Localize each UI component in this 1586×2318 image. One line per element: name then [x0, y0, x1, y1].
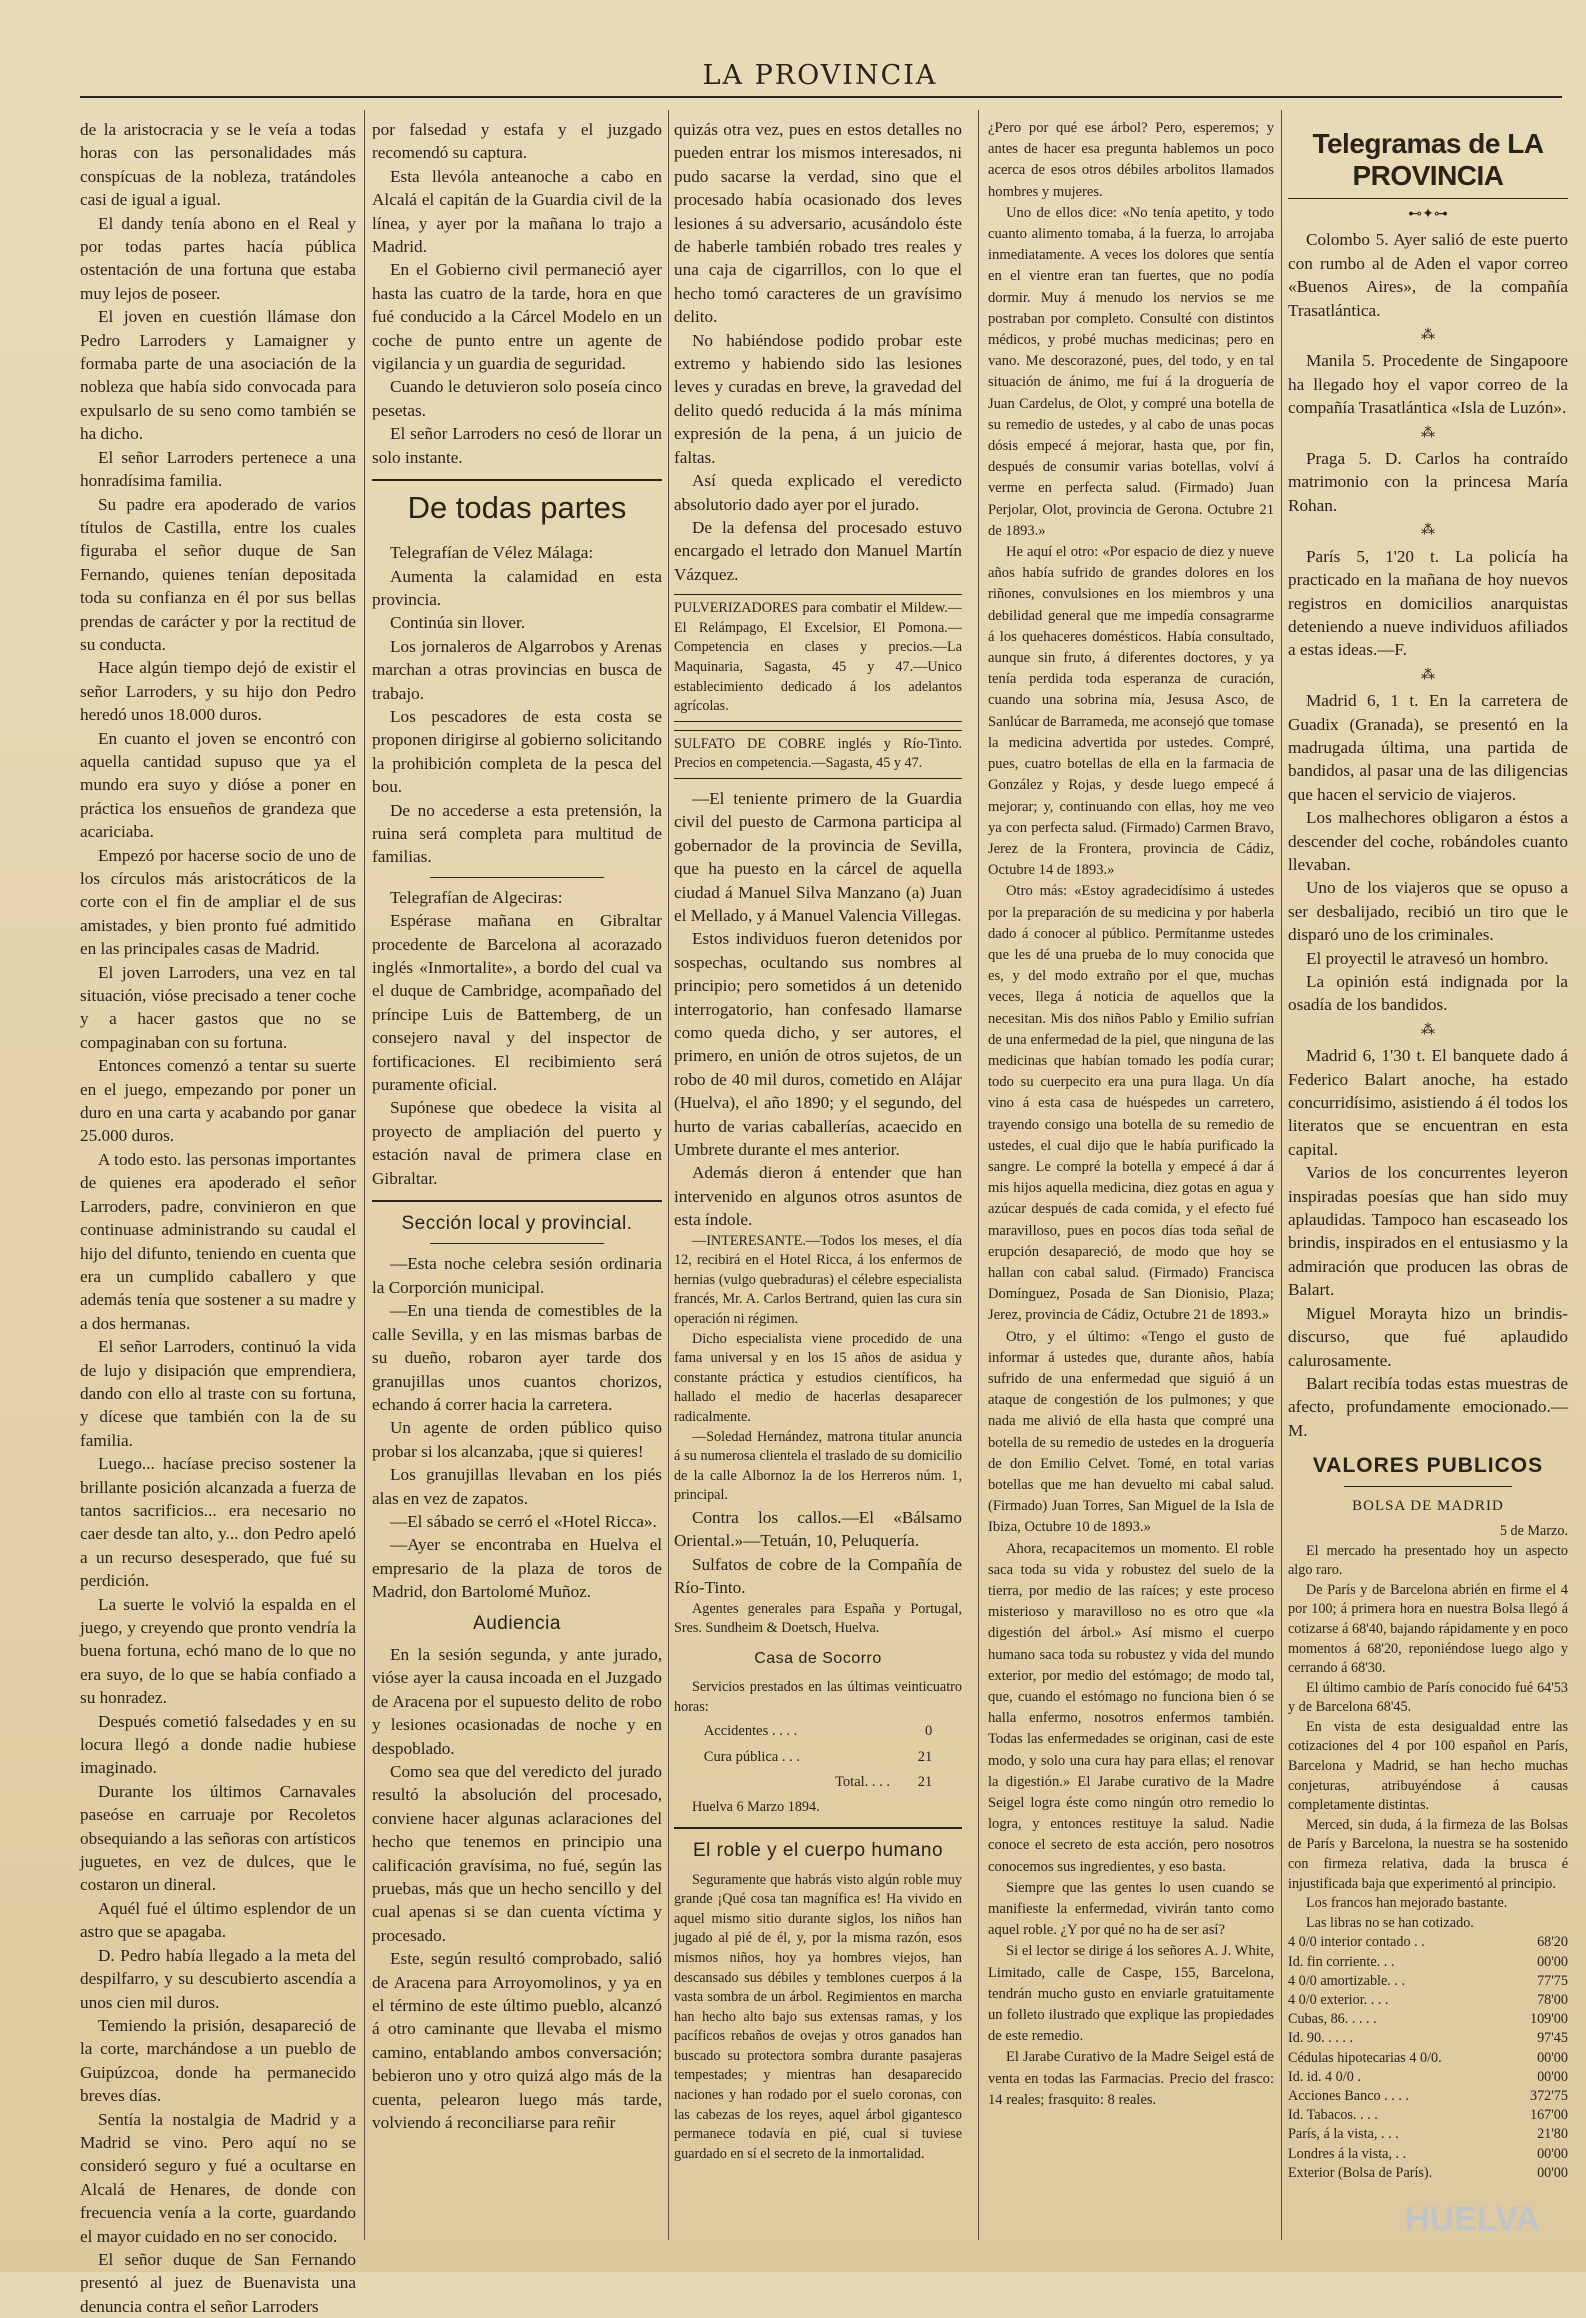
paragraph: Madrid 6, 1'30 t. El banquete dado á Federico Balart anoche, ha estado concurridísimo, asistiendo á él todos los literatos que se encuentran en esta capital.: [1288, 1046, 1568, 1159]
paragraph: Si el lector se dirige á los señores A. J. White, Limitado, calle de Caspe, 155, Barcelona, tendrán mucho gusto en enviarle gratuitamente un folleto ilustrado que explique las propiedades de este remedio.: [988, 1943, 1274, 2045]
table-cell: 167'00: [1529, 2107, 1568, 2124]
paragraph: Varios de los concurrentes leyeron inspiradas poesías que han sido muy aplaudidas. Tampoco han escaseado los brindis, inspirados en el entusiasmo y la admiración que producen las obras de Balart.: [1288, 1163, 1568, 1300]
paragraph: Un agente de orden público quiso probar si los alcanzaba, ¡que si quieres!: [372, 1418, 662, 1461]
advertisement-pulverizadores: [674, 594, 962, 722]
paragraph: Supónese que obedece la visita al proyecto de ampliación del puerto y estación naval de primera clase en Gibraltar.: [372, 1098, 662, 1188]
paragraph: Hace algún tiempo dejó de existir el señor Larroders, y su hijo don Pedro heredó unos 18.000 duros.: [80, 658, 356, 725]
paragraph: Los granujillas llevaban en los piés alas en vez de zapatos.: [372, 1465, 662, 1508]
bolsa-title: BOLSA DE MADRID: [1352, 1497, 1504, 1514]
table-cell: 372'75: [1529, 2088, 1568, 2105]
paragraph: Otro, y el último: «Tengo el gusto de informar á ustedes que, durante años, había sufrido de una enfermedad que siguió á un ataque de congestión de los pulmones; y que nada me alivió de ella hasta que compré una botella de su remedio de ustedes en la droguería de don Emilio Celvet. Tomé, en total varias botellas que me han devuelto mi cabal salud. (Firmado) Juan Torres, San Miguel de la Isla de Ibiza, Octubre 10 de 1893.»: [988, 1328, 1274, 1536]
paragraph: Merced, sin duda, á la firmeza de las Bolsas de París y Barcelona, la nuestra se ha sostenido con firmeza relativa, dada la brusca é injustificada baja que experimentó al principio.: [1288, 1816, 1568, 1892]
paragraph: En el Gobierno civil permaneció ayer hasta las cuatro de la tarde, hora en que fué conducido a la Cárcel Modelo en un coche de punto entre un agente de vigilancia y un guardia de seguridad.: [372, 260, 662, 374]
table-cell: 68'20: [1537, 1934, 1568, 1951]
paragraph: —El sábado se cerró el «Hotel Ricca».: [390, 1511, 657, 1531]
paragraph: —Ayer se encontraba en Huelva el empresario de la plaza de toros de Madrid, don Bartolomé Muñoz.: [372, 1535, 662, 1602]
casa-socorro-title: Casa de Socorro: [754, 1649, 882, 1667]
table-cell: Id. fin corriente. . .: [1288, 1953, 1395, 1970]
paragraph: —Soledad Hernández, matrona titular anuncia á su numerosa clientela el traslado de su domicilio de la calle Albornoz la de los Herreros núm. 1, principal.: [674, 1428, 962, 1504]
paragraph: —El teniente primero de la Guardia civil del puesto de Carmona participa al gobernador de la provincia de Sevilla, que ha puesto en la cárcel de aquella ciudad á Manuel Silva Manzano (a) Juan el Mellado, y á Manuel Valencia Villegas.: [674, 788, 962, 925]
asterism-icon: ⁂: [1421, 328, 1435, 344]
table-cell: Exterior (Bolsa de París).: [1288, 2164, 1433, 2181]
paragraph: Balart recibía todas estas muestras de afecto, profundamente emocionado.—M.: [1288, 1373, 1568, 1440]
paragraph: Temiendo la prisión, desapareció de la corte, marchándose a un pueblo de Guipúzcoa, donde ha permanecido breves días.: [80, 2015, 356, 2106]
asterism-icon: ⁂: [1421, 1022, 1435, 1038]
paragraph: Cuando le detuvieron solo poseía cinco pesetas.: [372, 377, 662, 420]
table-row: [703, 1745, 933, 1770]
table-cell: 00'00: [1537, 2049, 1568, 2066]
casa-socorro-subtitle: Servicios prestados en las últimas veinticuatro horas:: [674, 1679, 962, 1715]
ad-text: SULFATO DE COBRE inglés y Río-Tinto. Precios en competencia.—Sagasta, 45 y 47.: [674, 735, 962, 772]
table-row: [1288, 2145, 1568, 2164]
table-cell: Cubas, 86. . . . .: [1288, 2011, 1377, 2028]
paragraph: Colombo 5. Ayer salió de este puerto con rumbo al de Aden el vapor correo «Buenos Aires», de la compañía Trasatlántica.: [1288, 230, 1568, 320]
table-cell: 21: [917, 1748, 933, 1765]
table-row: [1288, 1991, 1568, 2010]
separator: [430, 877, 604, 878]
paragraph: Los pescadores de esta costa se proponen dirigirse al gobierno solicitando la prohibición completa de la pesca del bou.: [372, 706, 662, 797]
paragraph: El señor Larroders, continuó la vida de lujo y disipación que emprendiera, dando con ello al traste con su fortuna, y dícese que también con la de su familia.: [80, 1337, 356, 1450]
paragraph: —INTERESANTE.—Todos los meses, el día 12, recibirá en el Hotel Ricca, á los enfermos de hernias (vulgo quebraduras) el célebre especialista francés, Mr. A. Carlos Bertrand, quien las cura sin operación ni régimen.: [674, 1232, 962, 1327]
paragraph: Esta llevóla anteanoche a cabo en Alcalá el capitán de la Guardia civil de la línea, y ayer por la mañana lo trajo a Madrid.: [372, 166, 662, 257]
paragraph: Los francos han mejorado bastante.: [1306, 1895, 1508, 1912]
paragraph: —En una tienda de comestibles de la calle Sevilla, y en las mismas barbas de su dueño, robaron ayer tarde dos granujillas unos cuantos chorizos, echando á correr hacia la carretera.: [372, 1301, 662, 1414]
paragraph: En vista de esta desigualdad entre las cotizaciones del 4 por 100 español en París, Barcelona y Madrid, se han hecho muchas conjeturas, atribuyéndose á causas completamente distintas.: [1288, 1718, 1568, 1814]
table-row: [1288, 2049, 1568, 2068]
column-divider: [364, 110, 365, 2240]
table-cell: 97'45: [1537, 2030, 1568, 2047]
paragraph: En la sesión segunda, y ante jurado, vióse ayer la causa incoada en el Juzgado de Aracena por el supuesto delito de robo y lesiones ocasionadas de noche y en despoblado.: [372, 1644, 662, 1758]
paragraph: por falsedad y estafa y el juzgado recomendó su captura.: [372, 120, 662, 163]
table-row: [1288, 2068, 1568, 2087]
paragraph: Después cometió falsedades y en su locura llegó a donde nadie hubiese imaginado.: [80, 1711, 356, 1778]
paragraph: Uno de ellos dice: «No tenía apetito, y todo cuanto alimento tomaba, á la fuerza, lo arrojaba inmediatamente. A veces los dolores que sentía en el vientre eran tan fuertes, que no podía dormir. Muy á menudo los nervios se me postraban por completo. Consulté con distintos médicos, y probé muchas medicinas; pero en vano. Me descorazoné, pues, del todo, y en tal situación de ánimo, me fuí á la droguería de Juan Cardelus, de Olot, y compré una botella de su remedio de ustedes, y al cabo de unas pocas dósis empecé á mejorar, hasta que, por fin, después de consumir varias botellas, volví á verme en perfecta salud. (Firmado) Juan Perjolar, Olot, provincia de Gerona. Octubre 21 de 1893.»: [988, 204, 1274, 539]
paragraph: París 5, 1'20 t. La policía ha practicado en la mañana de hoy nuevos registros en domicilios anarquistas deteniendo a nueve individuos afiliados a estas ideas.—F.: [1288, 546, 1568, 660]
paragraph: Telegrafían de Vélez Málaga:: [390, 543, 594, 563]
asterism-icon: ⁂: [1421, 523, 1435, 539]
paragraph: Ahora, recapacitemos un momento. El roble saca toda su vida y robustez del suelo de la tierra, por medio de las raíces; y este proceso misterioso y maravilloso no es otro que «la digestión del árbol.» Así mismo el cuerpo humano saca toda su robustez y vida del mundo exterior, por medio del estómago; de modo tal, que, cuando el estómago no funciona bien ó se halla enfermo, nosotros enfermos también. Todas las enfermedades se originan, casi de este modo, y solo una cura hay para ellas; el renovar la digestión.» El Jarabe curativo de la Madre Seigel logra éste como ningún otro remedio lo logra, y entonces restituye la salud. Nadie conoce el secreto de esta acción, pero nosotros conocemos sus ingredientes, y eso basta.: [988, 1540, 1274, 1875]
table-cell: 21'80: [1537, 2126, 1568, 2143]
paragraph: El señor Larroders pertenece a una honradísima familia.: [80, 447, 356, 491]
column-5: [1288, 118, 1568, 2258]
paragraph: —Esta noche celebra sesión ordinaria la Corporción municipal.: [372, 1254, 662, 1297]
table-cell: 00'00: [1537, 1953, 1568, 1970]
table-cell: Cura pública . . .: [703, 1748, 801, 1765]
paragraph: Así queda explicado el veredicto absolutorio dado ayer por el jurado.: [674, 471, 962, 514]
paragraph: Telegrafían de Algeciras:: [390, 887, 563, 907]
section-title-audiencia: Audiencia: [473, 1612, 561, 1634]
ad-text: PULVERIZADORES para combatir el Mildew.—El Relámpago, El Excelsior, El Pomona.—Competencia en clases y precios.—La Maquinaria, Sagasta, 45 y 47.—Unico establecimiento dedicado á los adelantos agrícolas.: [674, 600, 962, 715]
table-cell: Londres á la vista, . .: [1288, 2145, 1407, 2162]
table-cell: Total. . . .: [835, 1774, 891, 1791]
section-rule: [674, 1827, 962, 1829]
paragraph: De la defensa del procesado estuvo encargado el letrado don Manuel Martín Vázquez.: [674, 517, 962, 584]
paragraph: Miguel Morayta hizo un brindis-discurso, que fué aplaudido calurosamente.: [1288, 1303, 1568, 1370]
separator: [430, 1243, 604, 1244]
table-cell: 00'00: [1537, 2145, 1568, 2162]
table-cell: 4 0/0 interior contado . .: [1288, 1934, 1425, 1951]
casa-socorro-table: [703, 1719, 933, 1795]
ornament-icon: ⊷✦⊶: [1408, 207, 1448, 222]
section-title-de-todas-partes: De todas partes: [407, 490, 627, 526]
bolsa-date: 5 de Marzo.: [1499, 1522, 1568, 1539]
column-1: [80, 118, 356, 2316]
paragraph: A todo esto. las personas importantes de quienes era apoderado el señor Larroders, padre, convinieron en que continuase administrando su caudal el hijo del difunto, teniendo en cuenta que era un cumplido caballero y que además tenía que sostener a su madre y a dos hermanas.: [80, 1149, 356, 1333]
column-4: [988, 118, 1274, 2258]
paragraph: Los jornaleros de Algarrobos y Arenas marchan a otras provincias en busca de trabajo.: [372, 636, 662, 703]
section-rule: [372, 1200, 662, 1202]
paragraph: Sentía la nostalgia de Madrid y a Madrid se vino. Pero aquí no se consideró seguro y fué a ocultarse en Alcalá de Henares, de donde con frecuencia venía a la corte, guardando el mayor cuidado en no ser conocido.: [80, 2109, 356, 2246]
table-row: [1288, 2164, 1568, 2183]
paragraph: La suerte le volvió la espalda en el juego, y creyendo que pronto vendría la buena fortuna, echó mano de lo que no era suyo, de lo que se había confiado a su honradez.: [80, 1594, 356, 1708]
table-cell: 4 0/0 exterior. . . .: [1288, 1992, 1389, 2009]
table-row: [1288, 1933, 1568, 1952]
paragraph: Dicho especialista viene procedido de una fama universal y en los 15 años de asidua y constante práctica y estudios científicos, ha hallado el medio de hacerlas desaparecer radicalmente.: [674, 1330, 962, 1425]
table-cell: Accidentes . . . .: [703, 1723, 798, 1740]
paragraph: Este, según resultó comprobado, salió de Aracena para Arroyomolinos, y ya en el término de este último pueblo, alcanzó á otro caminante que llevaba el mismo camino, entablando ambos conversación; bebieron uno y otro quizá algo más de la cuenta, pelearon luego más tarde, volviendo á reconciliarse para reñir: [372, 1949, 662, 2133]
paragraph: La opinión está indignada por la osadía de los bandidos.: [1288, 972, 1568, 1015]
paragraph: De París y de Barcelona abrién en firme el 4 por 100; á primera hora en nuestra Bolsa llegó á cotizarse á 68'40, bajando rápidamente y en poco momentos á 68'20, reponiéndose luego algo y cerrando á 68'30.: [1288, 1581, 1568, 1677]
table-cell: Cédulas hipotecarias 4 0/0.: [1288, 2049, 1442, 2066]
column-divider: [1281, 110, 1282, 2240]
separator: [1344, 1486, 1512, 1487]
paragraph: No habiéndose podido probar este extremo y habiendo sido las lesiones leves y curadas en breve, la gravedad del delito quedó reducida á la más mínima expresión de la pena, á un juicio de faltas.: [674, 330, 962, 467]
section-rule: [372, 479, 662, 481]
column-divider: [978, 110, 979, 2240]
table-cell: 109'00: [1529, 2011, 1568, 2028]
paragraph: Aumenta la calamidad en esta provincia.: [372, 566, 662, 609]
table-row: [1288, 2125, 1568, 2144]
table-row: [1288, 2010, 1568, 2029]
paragraph: Aquél fué el último esplendor de un astro que se apagaba.: [80, 1898, 356, 1942]
table-row: [1288, 2029, 1568, 2048]
archive-watermark: HUELVA: [1405, 2200, 1540, 2238]
table-cell: París, á la vista, . . .: [1288, 2126, 1399, 2143]
table-cell: 21: [917, 1774, 933, 1791]
valores-title: VALORES PUBLICOS: [1312, 1454, 1544, 1478]
table-cell: Id. id. 4 0/0 .: [1288, 2068, 1361, 2085]
paragraph: Seguramente que habrás visto algún roble muy grande ¡Qué cosa tan magnífica es! Ha vivido en aquel mismo sitio durante siglos, los niños han jugado al pié de él, y, por la misma razón, esos mismos niños, hoy ya hombres viejos, han descansado sus débiles y temblones cuerpos á la vasta sombra de un árbol. Regimientos en marcha han hecho alto bajo sus extensas ramas, y los pacíficos rebaños de ovejas y otros ganados han buscado su protectora sombra durante pasajeras tempestades; y mientras han desaparecido naciones y han rodado por el suelo coronas, con las cabezas de los reyes, aquel árbol gigantesco permanece todavía en pié, cual si tuviese guardado en sí el secreto de la inmortalidad.: [674, 1871, 962, 2162]
paragraph: Continúa sin llover.: [390, 613, 526, 633]
column-3: [674, 118, 962, 2258]
paragraph: Madrid 6, 1 t. En la carretera de Guadix (Granada), se presentó en la madrugada última, una partida de bandidos, al pasar una de las diligencias que hacen el servicio de viajeros.: [1288, 691, 1568, 804]
paragraph: Las libras no se han cotizado.: [1306, 1914, 1474, 1931]
paragraph: El señor Larroders no cesó de llorar un solo instante.: [372, 424, 662, 467]
paragraph: El proyectil le atravesó un hombro.: [1306, 948, 1549, 968]
paragraph: Entonces comenzó a tentar su suerte en el juego, empezando por poner un duro en una carta y acabando por ganar 25.000 duros.: [80, 1056, 356, 1146]
table-cell: 00'00: [1537, 2164, 1568, 2181]
paragraph: Uno de los viajeros que se opuso a ser desbalijado, recibió un tiro que le disparó uno de los criminales.: [1288, 878, 1568, 945]
column-divider: [668, 110, 669, 2240]
paragraph: Manila 5. Procedente de Singapoore ha llegado hoy el vapor correo de la compañía Trasatlántica «Isla de Luzón».: [1288, 351, 1568, 418]
paragraph: El señor duque de San Fernando presentó al juez de Buenavista una denuncia contra el señor Larroders: [80, 2249, 356, 2316]
notices: [674, 1232, 962, 1506]
paragraph: El joven en cuestión llámase don Pedro Larroders y Lamaigner y formaba parte de una asociación de la nobleza que había sido convocada para expulsarlo de su seno como también se ha dicho.: [80, 307, 356, 444]
paragraph: quizás otra vez, pues en estos detalles no pueden entrar los mismos interesados, ni pudo sacarse la verdad, sino que el procesado había ocasionado dos leves lesiones á su adversario, acusándolo éste de haberle también robado tres reales y una caja de cigarrillos, con lo que el hecho tomó caracteres de un gravísimo delito.: [674, 120, 962, 327]
paragraph: El último cambio de París conocido fué 64'53 y de Barcelona 68'45.: [1288, 1679, 1568, 1716]
bolsa-report: [1288, 1542, 1568, 1934]
paragraph: Además dieron á entender que han intervenido en algunos otros asuntos de esta índole.: [674, 1163, 962, 1230]
column-2: [372, 118, 662, 2258]
section-title-local: Sección local y provincial.: [401, 1213, 633, 1235]
paragraph: ¿Pero por qué ese árbol? Pero, esperemos; y antes de hacer esa pregunta hablemos un poco acerca de esos otros débiles arbolitos llamados hombres y mujeres.: [988, 120, 1274, 200]
masthead: LA PROVINCIA: [702, 60, 938, 91]
quotes-table: [1288, 1933, 1568, 2183]
paragraph: Siempre que las gentes lo usen cuando se manifieste la enfermedad, vivirán tanto como aquel roble. ¿Y por qué no ha de ser así?: [988, 1879, 1274, 1939]
telegram-title: Telegramas de LA PROVINCIA: [1288, 128, 1568, 199]
paragraph: Los malhechores obligaron a éstos a descender del coche, robándoles cuanto llevaban.: [1288, 808, 1568, 874]
paragraph: Estos individuos fueron detenidos por sospechas, ocultando sus nombres al principio; pero sometidos á un detenido interrogatorio, han confesado llamarse como queda dicho, y ser autores, el primero, en unión de otros sujetos, de un robo de 40 mil duros, cometido en Alájar (Huelva), el año 1890; y el segundo, del hurto de varias caballerías, acaecido en Umbrete durante el mes anterior.: [674, 929, 962, 1159]
asterism-icon: ⁂: [1421, 425, 1435, 441]
table-row: [1288, 2106, 1568, 2125]
paragraph: El joven Larroders, una vez en tal situación, vióse precisado a tener coche y a hacer gastos que no se compaginaban con su fortuna.: [80, 962, 356, 1052]
paragraph: Praga 5. D. Carlos ha contraído matrimonio con la princesa María Rohan.: [1288, 449, 1568, 515]
table-cell: Id. Tabacos. . . .: [1288, 2107, 1378, 2124]
table-cell: 00'00: [1537, 2068, 1568, 2085]
table-row: [703, 1770, 933, 1795]
paragraph: Durante los últimos Carnavales paseóse en carruaje por Recoletos obsequiando a las señoras con artísticos juguetes, en vez de dulces, que le costaron un dineral.: [80, 1781, 356, 1895]
table-cell: 4 0/0 amortizable. . .: [1288, 1972, 1406, 1989]
ad-agentes: Agentes generales para España y Portugal, Sres. Sundheim & Doetsch, Huelva.: [674, 1600, 962, 1637]
paragraph: El dandy tenía abono en el Real y por todas partes hacía pública ostentación de una fortuna que estaba muy lejos de poseer.: [80, 213, 356, 303]
paragraph: Espérase mañana en Gibraltar procedente de Barcelona al acorazado inglés «Inmortalite», a bordo del cual va el duque de Cambridge, acompañado del príncipe Luis de Battemberg, de un consejero naval y del inspector de fortificaciones. El recibimiento será puramente oficial.: [372, 911, 662, 1095]
table-row: [1288, 1972, 1568, 1991]
paragraph: En cuanto el joven se encontró con aquella cantidad supuso que ya el mundo era suyo y dióse a poner en práctica los ensueños de grandeza que acariciaba.: [80, 728, 356, 842]
paragraph: El Jarabe Curativo de la Madre Seigel está de venta en todas las Farmacias. Precio del frasco: 14 reales; frasquito: 8 reales.: [988, 2049, 1274, 2108]
table-cell: 0: [924, 1723, 933, 1740]
paragraph: D. Pedro había llegado a la meta del despilfarro, y su descubierto ascendía a unos cien mil duros.: [80, 1945, 356, 2012]
ad-callos: Contra los callos.—El «Bálsamo Oriental.»—Tetuán, 10, Peluquería.: [674, 1507, 962, 1551]
paragraph: Luego... hacíase preciso sostener la brillante posición alcanzada a fuerza de tantos sacrificios... era necesario no caer desde tan alto, y... don Pedro apeló a un recurso desesperado, que fué su perdición.: [80, 1454, 356, 1591]
paragraph: Otro más: «Estoy agradecidísimo á ustedes por la preparación de su medicina y por haberla dado á conocer al público. Permítanme ustedes que les dé una prueba de lo muy conocida que es, y del modo extraño por el que, muchas veces, llega á noticia de aquellos que la necesitan. Mis dos niños Pablo y Emilio sufrían de una enfermedad de la piel, que ninguna de las medicinas que habían tomado les podía curar; todo su cuerpecito era una pura llaga. Un día vino á esta casa de huéspedes un carretero, trayendo consigo una botella de su remedio de ustedes, el cual dijo que le había purificado la sangre. Le compré la botella y empecé á dar á mis hijos aquella medicina, diez gotas en agua y azúcar después de cada comida, y el efecto fué maravilloso, pues en pocos días toda señal de erupción desapareció, de modo que hoy se hallan con cabal salud. (Firmado) Francisca Domínguez, Posada de San Dionisio, Plaza; Jerez, provincia de Cádiz, Octubre 21 de 1893.»: [988, 883, 1274, 1324]
paragraph: Como sea que del veredicto del jurado resultó la absolución del procesado, conviene hacer algunas aclaraciones del hecho que tenemos en principio una calificación gravísima, no fué, según las pruebas, más que un hecho sencillo y del cual apenas si se dan cuenta víctima y procesado.: [372, 1762, 662, 1945]
table-row: [703, 1719, 933, 1744]
ad-sulfatos: Sulfatos de cobre de la Compañía de Río-Tinto.: [674, 1554, 962, 1598]
paragraph: Su padre era apoderado de varios títulos de Castilla, entre los cuales figuraba el señor duque de San Fernando, quienes tenían depositada toda su confianza en él por sus bellas prendas de carácter y por la rectitud de su conducta.: [80, 494, 356, 654]
section-title-roble: El roble y el cuerpo humano: [692, 1840, 944, 1862]
paragraph: Empezó por hacerse socio de uno de los círculos más aristocráticos de la corte con el fin de ampliar el de sus amistades, y bien pronto fué admitido en las principales casas de Madrid.: [80, 845, 356, 959]
table-cell: Acciones Banco . . . .: [1288, 2088, 1409, 2105]
table-row: [1288, 2087, 1568, 2106]
paragraph: El mercado ha presentado hoy un aspecto algo raro.: [1288, 1542, 1568, 1579]
paragraph: De no accederse a esta pretensión, la ruina será completa para multitud de familias.: [372, 800, 662, 867]
table-cell: Id. 90. . . . .: [1288, 2030, 1354, 2047]
asterism-icon: ⁂: [1421, 667, 1435, 683]
advertisement-sulfato: [674, 730, 962, 779]
table-cell: 77'75: [1537, 1972, 1568, 1989]
table-cell: 78'00: [1537, 1992, 1568, 2009]
table-row: [1288, 1953, 1568, 1972]
masthead-rule: [80, 96, 1562, 98]
paragraph: He aquí el otro: «Por espacio de diez y nueve años había sufrido de grandes dolores en los riñones, convulsiones en los miembros y una debilidad general que me impedía consagrarme á los quehaceres domésticos. Había consultado, aunque sin fruto, á diferentes doctores, y ya tenía perdida toda esperanza de curación, cuando una sobrina mía, Jesusa Asco, de Sanlúcar de Barrameda, me aconsejó que tomase la medicina advertida por ustedes. Compré, pues, cuatro botellas de ella en la farmacia de González y Rojas, y desde luego empecé á mejorar; y, continuando con ellas, hoy me veo ya con perfecta salud. (Firmado) Carmen Bravo, Jerez de la Frontera, provincia de Cádiz, Octubre 14 de 1893.»: [988, 544, 1274, 879]
paragraph: de la aristocracia y se le veía a todas horas con las personalidades más conspícuas de la nobleza, tratándoles casi de igual a igual.: [80, 120, 356, 210]
casa-socorro-date: Huelva 6 Marzo 1894.: [692, 1798, 820, 1815]
